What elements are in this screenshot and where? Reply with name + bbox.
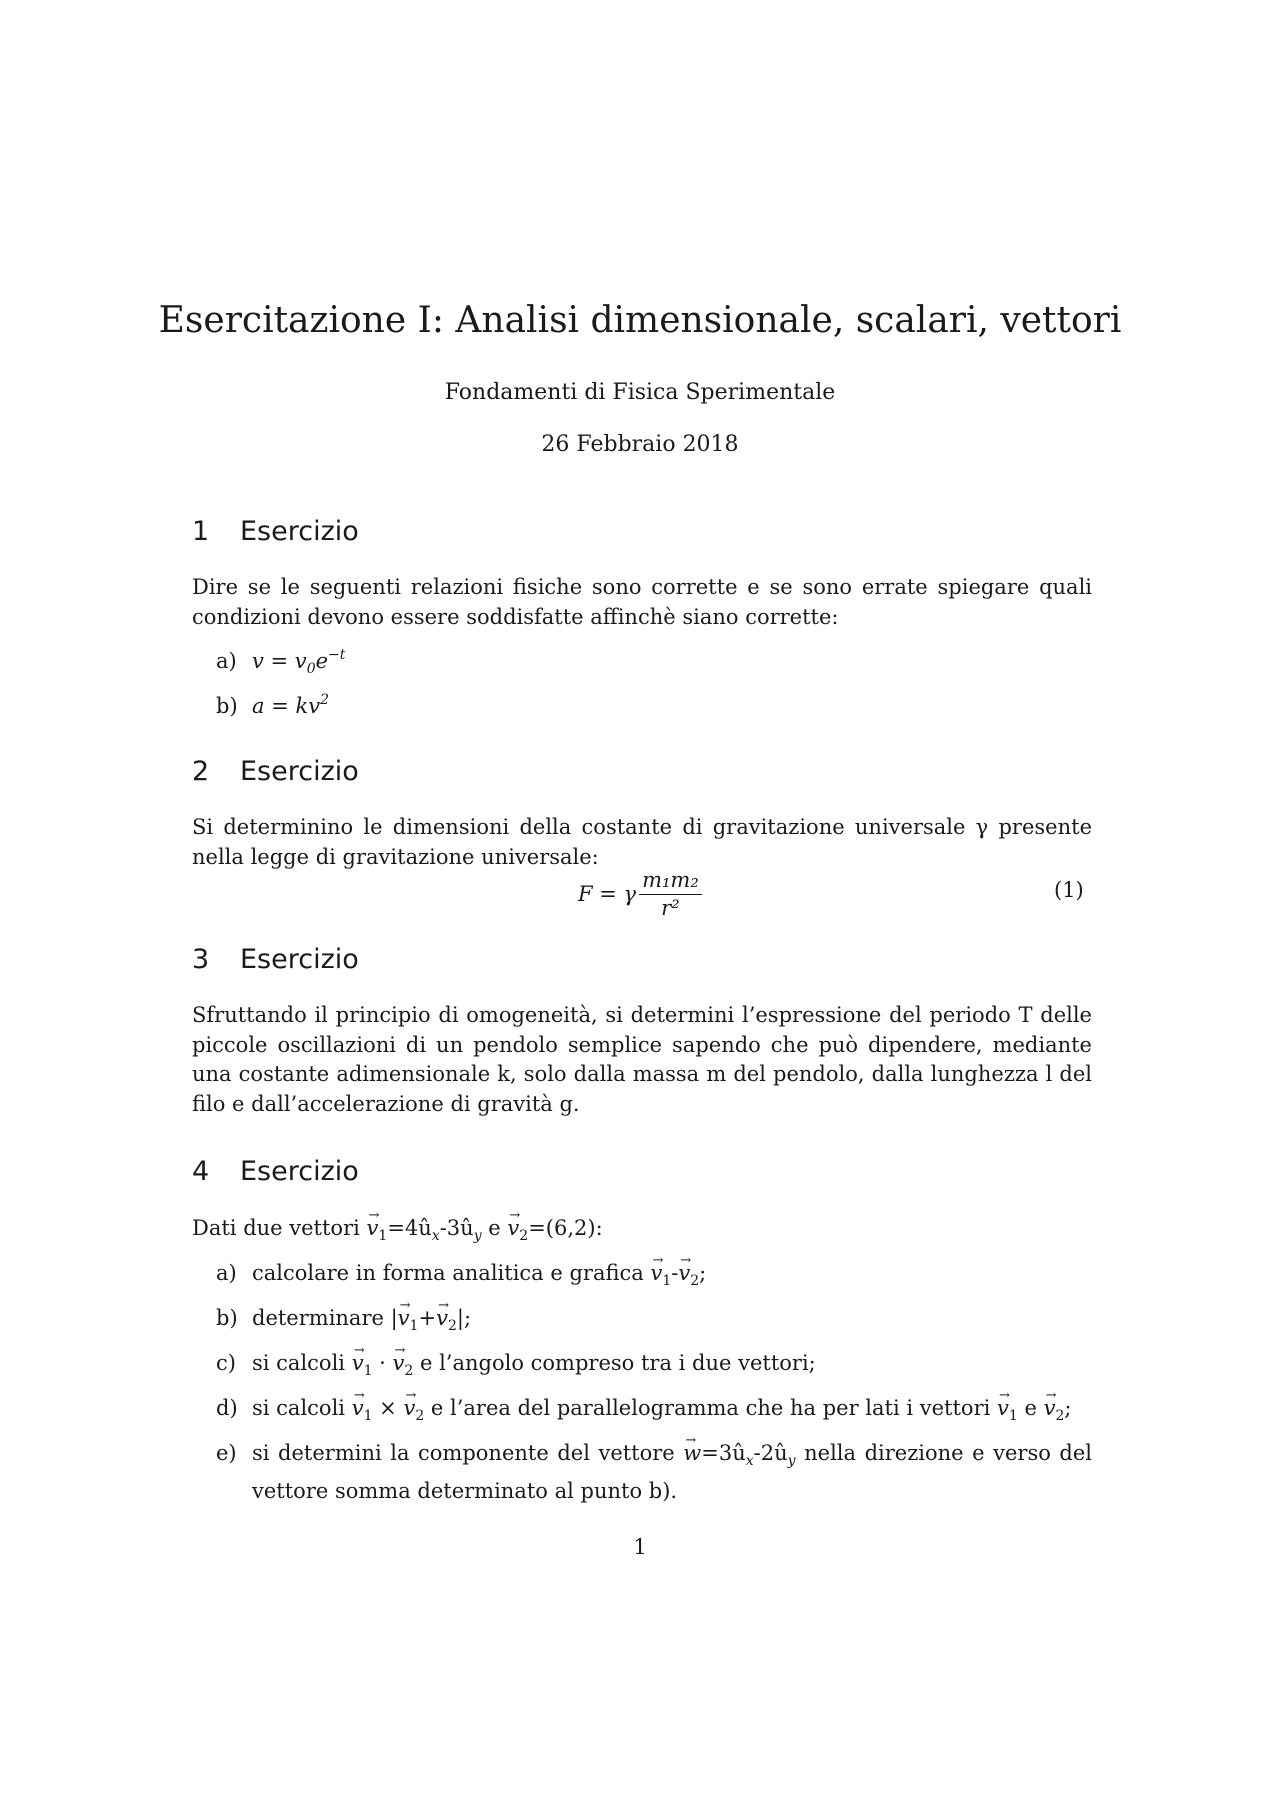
section-number: 4 xyxy=(192,1156,210,1187)
section-title: Esercizio xyxy=(240,516,359,547)
section-1-text: Dire se le seguenti relazioni fisiche sono corrette e se sono errate spiegare quali condizioni devono essere soddisfatte affinchè siano corrette: xyxy=(192,575,1092,629)
item-label: b) xyxy=(216,694,238,718)
section-title: Esercizio xyxy=(240,756,359,787)
equation-number: (1) xyxy=(1054,878,1084,902)
page-number: 1 xyxy=(633,1535,647,1559)
section-2-heading xyxy=(192,756,359,787)
formula: $a = kv^2$ xyxy=(252,692,329,718)
section-1-item-b xyxy=(216,686,1092,722)
document-title: Esercitazione I: Analisi dimensionale, scalari, vettori xyxy=(158,300,1122,341)
section-4-intro: Dati due vettori → $v_1=4û_x-3û_y$ $e \to v_2=(6,2)$: xyxy=(192,1214,1092,1252)
section-1-item-a xyxy=(216,641,1092,685)
section-4-item-b: b) determinare |→ $v_1+\to v_2|$; xyxy=(216,1304,1092,1342)
section-4-heading xyxy=(192,1156,359,1187)
section-4-item-a: a) calcolare in forma analitica e grafica → $v_1-\to v_2$; xyxy=(216,1259,1092,1297)
section-4-item-c: c) si calcoli → $v_1$ · → $v_2$ e l’angolo compreso tra i due vettori; xyxy=(216,1349,1092,1387)
section-4-item-e: e) si determini la componente del vettore → $w=3û_x-2û_y$ nella direzione e verso del vettore somma determinato al punto b). xyxy=(216,1439,1092,1506)
item-label: a) xyxy=(216,649,237,673)
section-3-heading xyxy=(192,944,359,975)
gravitation-equation: F = γ $\frac{\text{m₁m₂}}{\text{r²}}$ xyxy=(578,868,702,920)
section-title: Esercizio xyxy=(240,944,359,975)
section-1-heading xyxy=(192,516,359,547)
section-number: 2 xyxy=(192,756,210,787)
section-number: 3 xyxy=(192,944,210,975)
formula: $v = v_0e^{-t}$ xyxy=(252,647,346,677)
section-title: Esercizio xyxy=(240,1156,359,1187)
section-3-text: Sfruttando il principio di omogeneità, si determini l’espressione del periodo T delle piccole oscillazioni di un pendolo semplice sapendo che può dipendere, mediante una costante adimensionale k, solo dalla massa m del pendolo, dalla lunghezza l del filo e dall’accelerazione di gravità g. xyxy=(192,1003,1092,1116)
document-date: 26 Febbraio 2018 xyxy=(541,432,739,457)
fraction: $\frac{\text{m₁m₂}}{\text{r²}}$ xyxy=(639,868,702,920)
section-number: 1 xyxy=(192,516,210,547)
document-subtitle: Fondamenti di Fisica Sperimentale xyxy=(444,380,836,405)
section-2-text: Si determinino le dimensioni della costante di gravitazione universale γ presente nella legge di gravitazione universale: xyxy=(192,815,1092,869)
section-4-item-d: d) si calcoli → $v_1$ × → $v_2$ e l’area del parallelogramma che ha per lati i vettori → $v_1$ $e \to v_2$; xyxy=(216,1394,1092,1432)
